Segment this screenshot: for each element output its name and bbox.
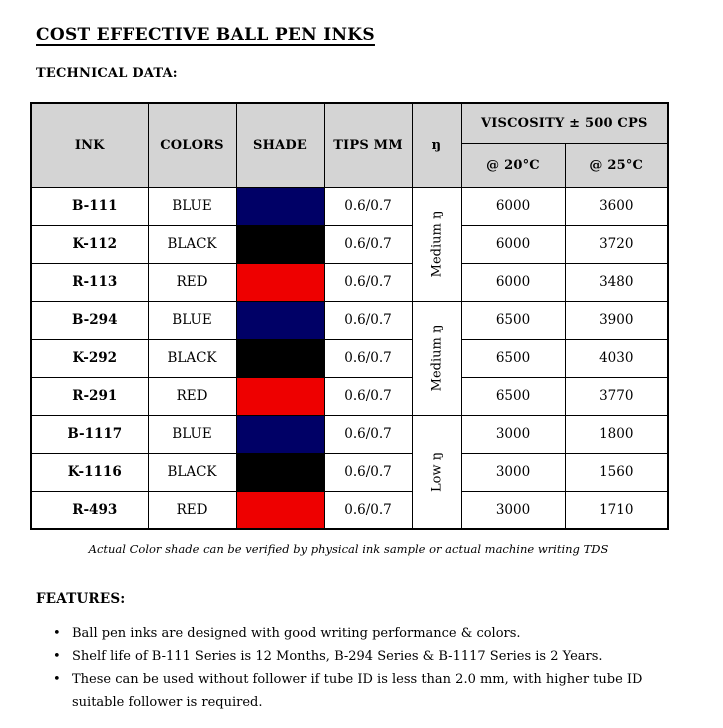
viscosity-20-cell: 3000 xyxy=(461,453,565,491)
feature-item xyxy=(36,668,661,714)
viscosity-20-cell: 6000 xyxy=(461,263,565,301)
col-header-eta: ŋ xyxy=(412,103,461,187)
col-header-colors: COLORS xyxy=(148,103,236,187)
ink-cell: B-111 xyxy=(31,187,148,225)
table-row xyxy=(31,491,668,529)
ink-cell: K-112 xyxy=(31,225,148,263)
eta-group-label: Medium ŋ xyxy=(429,324,444,392)
viscosity-25-cell: 4030 xyxy=(565,339,668,377)
eta-group-label: Low ŋ xyxy=(429,451,444,492)
features-list xyxy=(36,622,664,714)
col-header-tips: TIPS MM xyxy=(324,103,412,187)
color-cell: BLACK xyxy=(148,339,236,377)
viscosity-25-cell: 3770 xyxy=(565,377,668,415)
feature-text: These can be used without follower if tube ID is less than 2.0 mm, with higher tube ID suitable follower is required. xyxy=(72,672,643,710)
col-header-at25: @ 25°C xyxy=(565,143,668,187)
col-header-viscosity: VISCOSITY ± 500 CPS xyxy=(461,103,668,143)
col-header-ink: INK xyxy=(31,103,148,187)
viscosity-20-cell: 3000 xyxy=(461,415,565,453)
viscosity-25-cell: 3480 xyxy=(565,263,668,301)
shade-swatch xyxy=(236,415,324,453)
viscosity-20-cell: 6500 xyxy=(461,301,565,339)
eta-group-cell xyxy=(412,415,461,529)
feature-item xyxy=(36,622,661,645)
viscosity-25-cell: 3900 xyxy=(565,301,668,339)
technical-data-table xyxy=(30,102,669,530)
tips-cell: 0.6/0.7 xyxy=(324,263,412,301)
color-cell: BLACK xyxy=(148,453,236,491)
tips-cell: 0.6/0.7 xyxy=(324,377,412,415)
viscosity-25-cell: 1710 xyxy=(565,491,668,529)
bullet-icon: • xyxy=(53,672,61,687)
table-body xyxy=(31,187,668,529)
tips-cell: 0.6/0.7 xyxy=(324,415,412,453)
tips-cell: 0.6/0.7 xyxy=(324,339,412,377)
header-row-1 xyxy=(31,103,668,143)
viscosity-25-cell: 1800 xyxy=(565,415,668,453)
shade-swatch xyxy=(236,263,324,301)
table-row xyxy=(31,225,668,263)
viscosity-20-cell: 6500 xyxy=(461,339,565,377)
viscosity-25-cell: 1560 xyxy=(565,453,668,491)
feature-item xyxy=(36,645,661,668)
eta-group-cell xyxy=(412,187,461,301)
tips-cell: 0.6/0.7 xyxy=(324,187,412,225)
table-row xyxy=(31,339,668,377)
bullet-icon: • xyxy=(53,626,61,641)
shade-swatch xyxy=(236,187,324,225)
shade-swatch xyxy=(236,301,324,339)
shade-swatch xyxy=(236,453,324,491)
ink-cell: R-493 xyxy=(31,491,148,529)
tips-cell: 0.6/0.7 xyxy=(324,491,412,529)
viscosity-25-cell: 3600 xyxy=(565,187,668,225)
features-heading: FEATURES: xyxy=(36,591,126,607)
ink-cell: B-1117 xyxy=(31,415,148,453)
shade-swatch xyxy=(236,339,324,377)
table-row xyxy=(31,263,668,301)
table-row xyxy=(31,187,668,225)
viscosity-20-cell: 3000 xyxy=(461,491,565,529)
ink-cell: R-291 xyxy=(31,377,148,415)
table-row xyxy=(31,301,668,339)
tips-cell: 0.6/0.7 xyxy=(324,453,412,491)
viscosity-25-cell: 3720 xyxy=(565,225,668,263)
tips-cell: 0.6/0.7 xyxy=(324,301,412,339)
table-row xyxy=(31,415,668,453)
color-cell: BLUE xyxy=(148,187,236,225)
color-cell: BLACK xyxy=(148,225,236,263)
table-row xyxy=(31,377,668,415)
color-cell: RED xyxy=(148,377,236,415)
shade-swatch xyxy=(236,225,324,263)
ink-cell: B-294 xyxy=(31,301,148,339)
color-cell: RED xyxy=(148,263,236,301)
col-header-shade: SHADE xyxy=(236,103,324,187)
page-title: COST EFFECTIVE BALL PEN INKS xyxy=(36,25,375,45)
eta-group-cell xyxy=(412,301,461,415)
viscosity-20-cell: 6000 xyxy=(461,225,565,263)
color-cell: RED xyxy=(148,491,236,529)
table-footnote: Actual Color shade can be verified by physical ink sample or actual machine writing TDS xyxy=(88,542,609,556)
ink-cell: R-113 xyxy=(31,263,148,301)
bullet-icon: • xyxy=(53,649,61,664)
viscosity-20-cell: 6500 xyxy=(461,377,565,415)
viscosity-20-cell: 6000 xyxy=(461,187,565,225)
color-cell: BLUE xyxy=(148,415,236,453)
col-header-at20: @ 20°C xyxy=(461,143,565,187)
technical-data-heading: TECHNICAL DATA: xyxy=(36,66,178,81)
ink-cell: K-1116 xyxy=(31,453,148,491)
feature-text: Ball pen inks are designed with good writing performance & colors. xyxy=(72,626,521,641)
tips-cell: 0.6/0.7 xyxy=(324,225,412,263)
feature-text: Shelf life of B-111 Series is 12 Months, B-294 Series & B-1117 Series is 2 Years. xyxy=(72,649,603,664)
ink-cell: K-292 xyxy=(31,339,148,377)
shade-swatch xyxy=(236,491,324,529)
table-row xyxy=(31,453,668,491)
eta-group-label: Medium ŋ xyxy=(429,210,444,278)
color-cell: BLUE xyxy=(148,301,236,339)
shade-swatch xyxy=(236,377,324,415)
